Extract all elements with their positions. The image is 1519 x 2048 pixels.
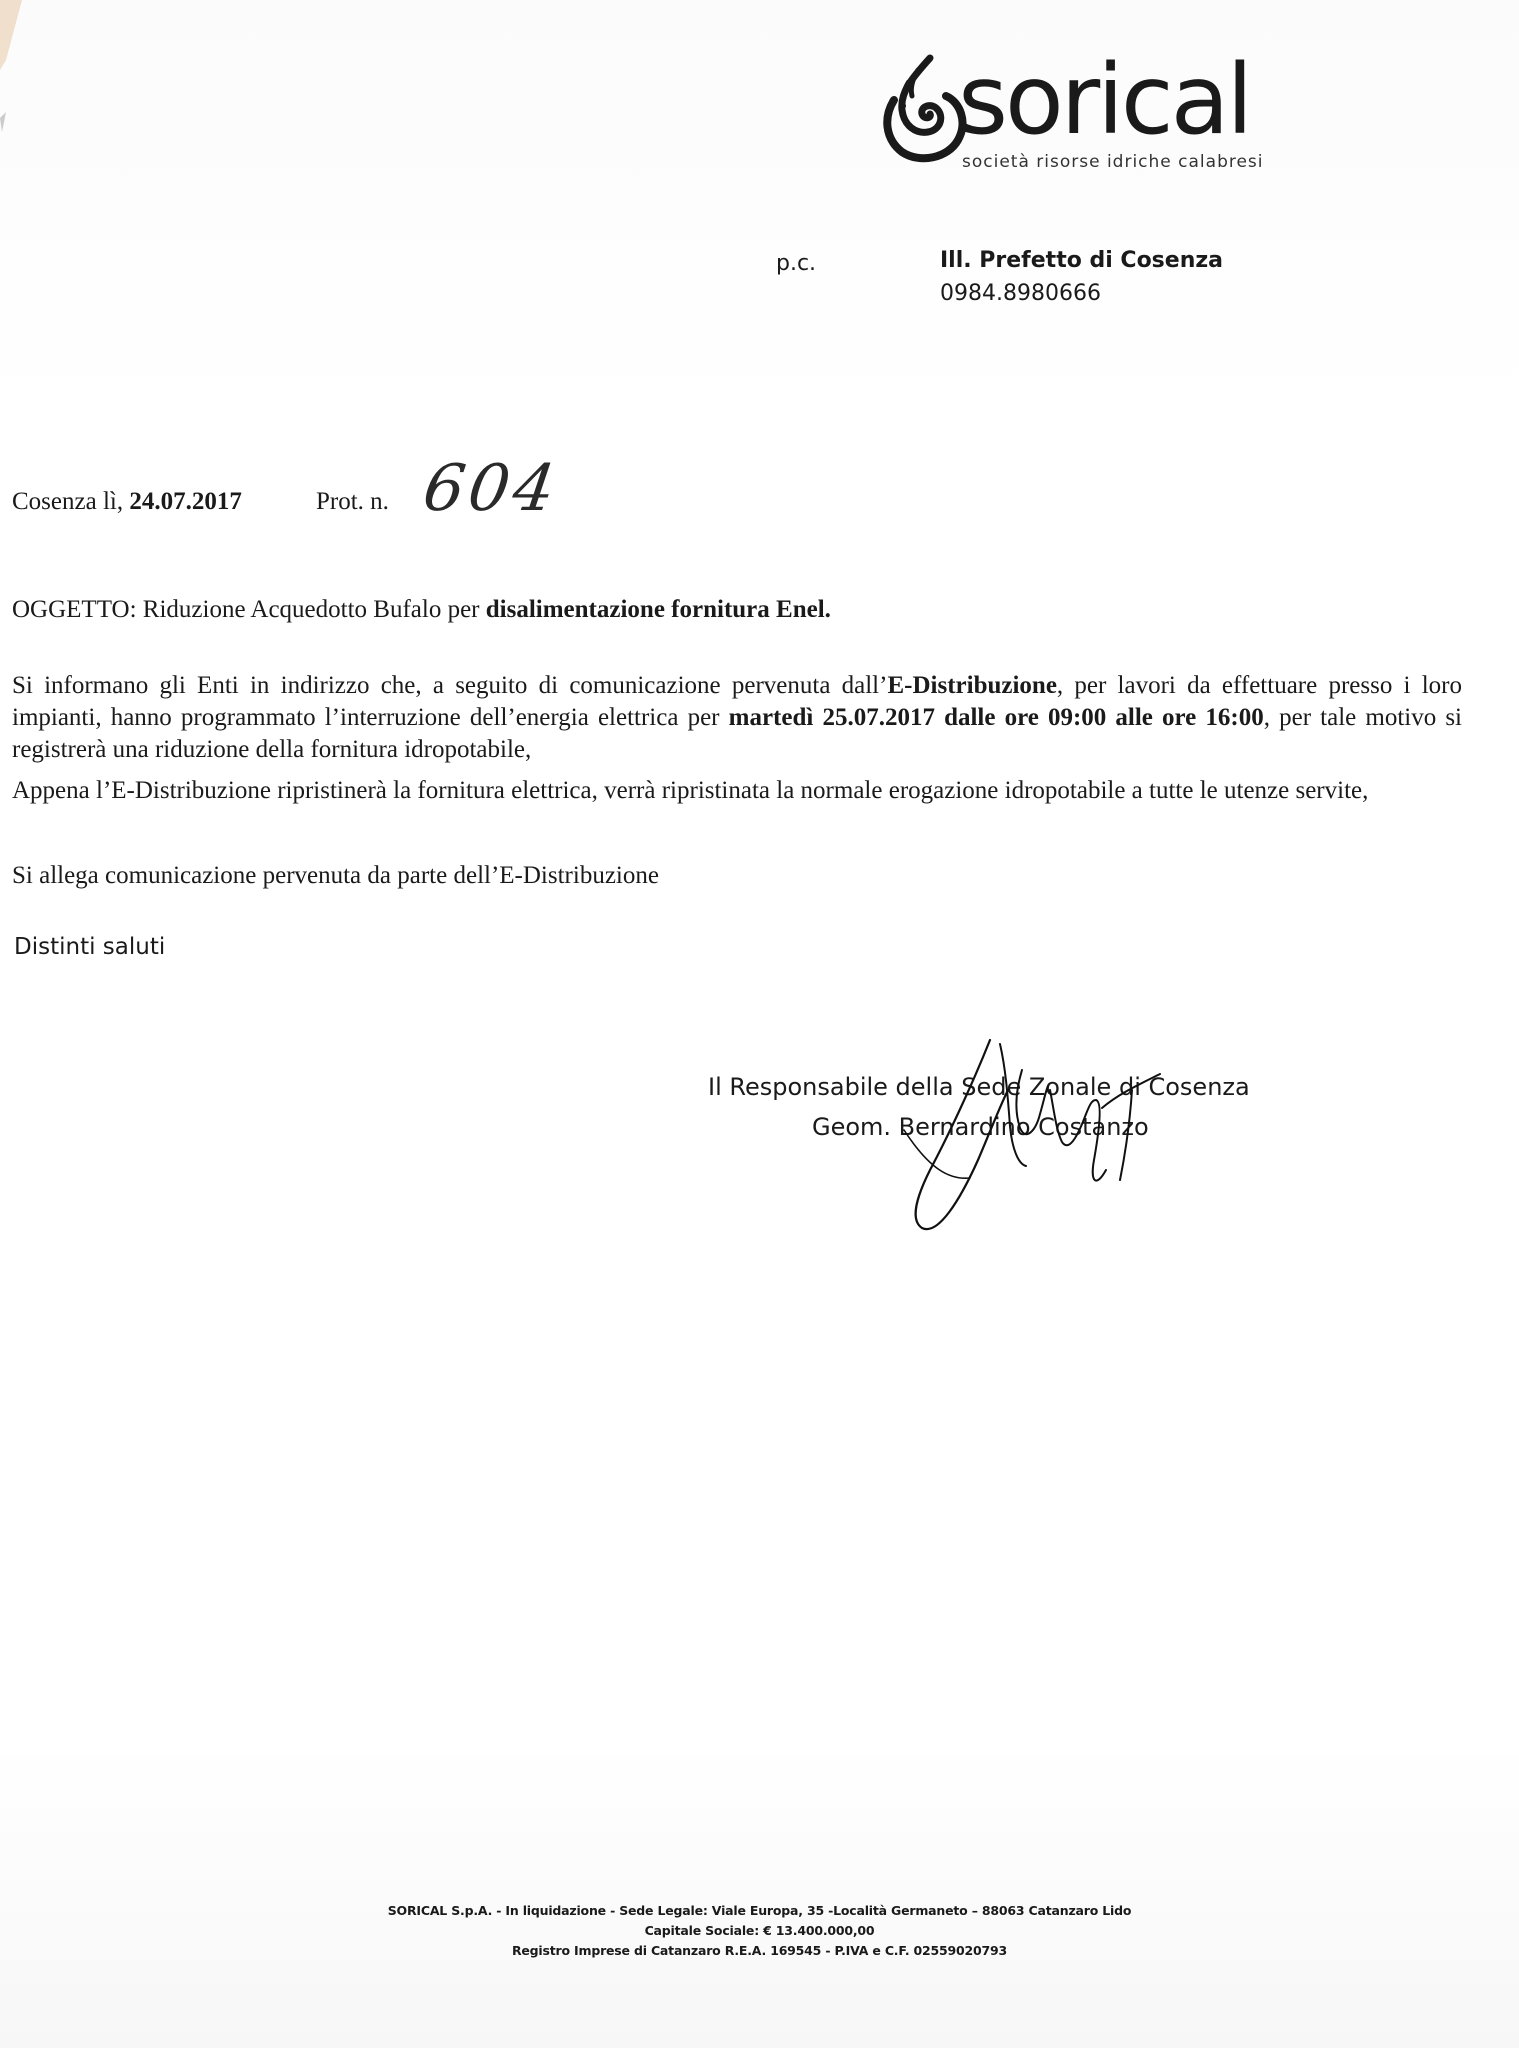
- sorical-logo: [872, 44, 1292, 182]
- letter-date: 24.07.2017: [129, 488, 242, 515]
- pc-label: p.c.: [776, 251, 817, 276]
- place-label: Cosenza lì,: [12, 488, 124, 515]
- p1-text-3: , per tale motivo si registrerà una riduzione della fornitura idropotabile,: [12, 704, 1463, 763]
- p1-bold-2: martedì 25.07.2017 dalle ore 09:00 alle ore 16:00: [728, 704, 1264, 731]
- subject-text: Riduzione Acquedotto Bufalo per: [142, 596, 480, 623]
- subject-text-bold: disalimentazione fornitura Enel.: [485, 596, 831, 623]
- protocol-number: 604: [418, 452, 564, 526]
- footer-registry-line: Registro Imprese di Catanzaro R.E.A. 169545 - P.IVA e C.F. 02559020793: [511, 1943, 1008, 1958]
- body-paragraph-1: [12, 670, 1462, 766]
- p1-bold-1: E-Distribuzione: [887, 672, 1057, 699]
- p1-text-1: Si informano gli Enti in indirizzo che, a seguito di comunicazione pervenuta dall’: [12, 672, 888, 699]
- recipient-phone: 0984.8980666: [940, 281, 1101, 306]
- page-corner-mark: [0, 0, 30, 140]
- body-paragraph-2: Appena l’E-Distribuzione ripristinerà la fornitura elettrica, verrà ripristinata la normale erogazione idropotabile a tutte le utenze servite,: [12, 777, 1369, 804]
- p1-text-2: , per lavori da effettuare presso i loro impianti, hanno programmato l’interruzione dell’energia elettrica per: [12, 672, 1462, 731]
- footer-capital-line: Capitale Sociale: € 13.400.000,00: [644, 1923, 875, 1938]
- date-line: [12, 488, 242, 516]
- signer-name: Geom. Bernardino Costanzo: [812, 1113, 1149, 1141]
- subject-line: [12, 596, 831, 624]
- protocol-label: Prot. n.: [316, 488, 389, 515]
- sorical-spiral-icon: [872, 52, 972, 167]
- body-paragraph-3: Si allega comunicazione pervenuta da parte dell’E-Distribuzione: [12, 862, 659, 889]
- footer-company-line: SORICAL S.p.A. - In liquidazione - Sede Legale: Viale Europa, 35 -Località Germaneto – 88063 Catanzaro Lido: [387, 1903, 1132, 1918]
- logo-wordmark: sorical: [958, 44, 1251, 156]
- signer-title: Il Responsabile della Sede Zonale di Cosenza: [708, 1073, 1250, 1101]
- handwritten-signature: [850, 1030, 1180, 1240]
- closing-salutation: Distinti saluti: [14, 934, 166, 960]
- logo-tagline: società risorse idriche calabresi: [962, 152, 1264, 172]
- recipient-name: Ill. Prefetto di Cosenza: [940, 248, 1224, 273]
- subject-label: OGGETTO:: [12, 596, 137, 623]
